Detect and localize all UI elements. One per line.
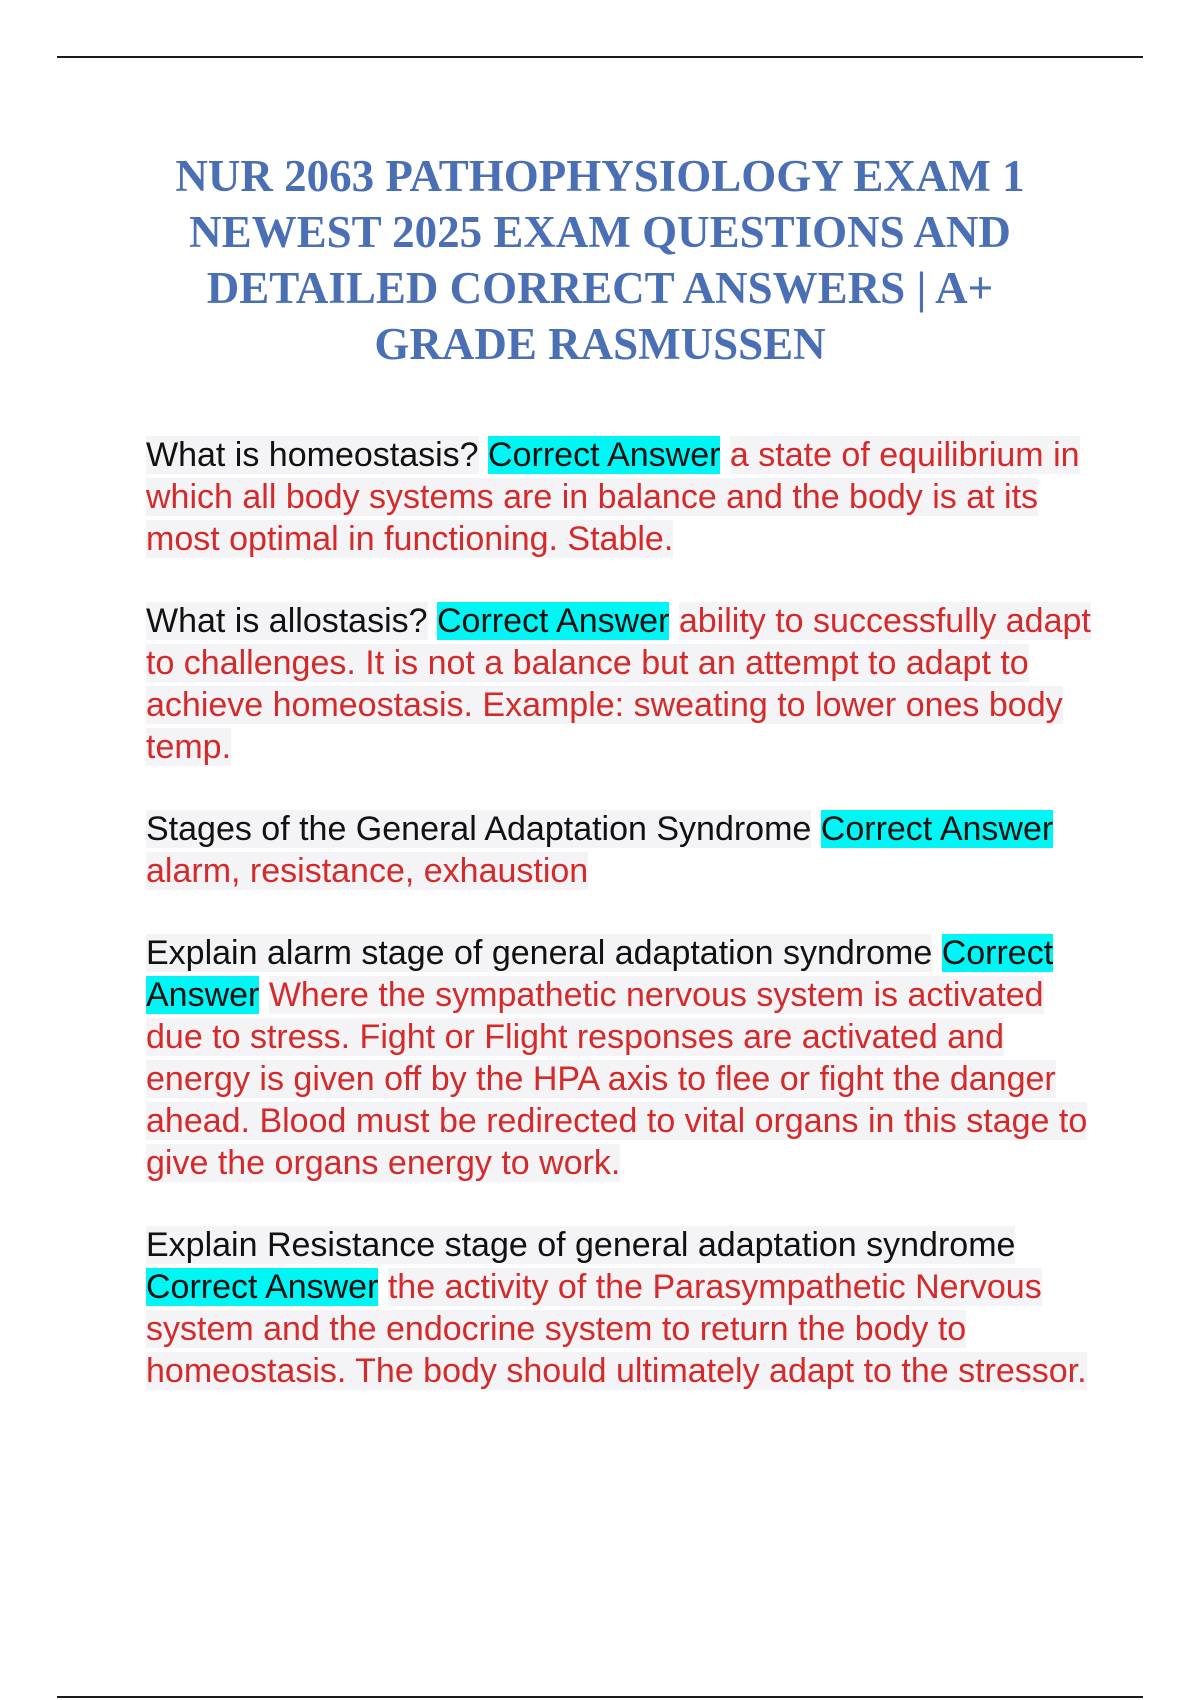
qa-item <box>146 434 1096 560</box>
answer-text: alarm, resistance, exhaustion <box>146 852 589 890</box>
question-text: Explain alarm stage of general adaptation syndrome <box>146 934 933 972</box>
question-text: What is homeostasis? <box>146 436 479 474</box>
top-rule <box>57 56 1143 58</box>
answer-text: the activity of the Parasympathetic Nervous system and the endocrine system to return the body to homeostasis. The body should ultimately adapt to the stressor. <box>146 1268 1087 1390</box>
document-title: NUR 2063 PATHOPHYSIOLOGY EXAM 1 NEWEST 2025 EXAM QUESTIONS AND DETAILED CORRECT ANSWERS | A+ GRADE RASMUSSEN <box>175 151 1025 369</box>
answer-text: a state of equilibrium in which all body systems are in balance and the body is at its most optimal in functioning. Stable. <box>146 436 1080 558</box>
qa-item <box>146 1224 1096 1392</box>
qa-item <box>146 932 1096 1184</box>
answer-text: ability to successfully adapt to challenges. It is not a balance but an attempt to adapt to achieve homeostasis. Example: sweating to lower ones body temp. <box>146 602 1091 766</box>
correct-answer-marker: Correct Answer <box>820 810 1054 848</box>
qa-list <box>146 434 1096 1432</box>
correct-answer-marker: Correct Answer <box>488 436 721 474</box>
bottom-rule <box>57 1696 1143 1698</box>
question-text: Explain Resistance stage of general adaptation syndrome <box>146 1226 1016 1264</box>
qa-item <box>146 808 1096 892</box>
correct-answer-marker: Correct Answer <box>146 934 1054 1014</box>
question-text: What is allostasis? <box>146 602 428 640</box>
question-text: Stages of the General Adaptation Syndrome <box>146 810 812 848</box>
qa-item <box>146 600 1096 768</box>
correct-answer-marker: Correct Answer <box>437 602 670 640</box>
answer-text: Where the sympathetic nervous system is activated due to stress. Fight or Flight responses are activated and energy is given off by the HPA axis to flee or fight the danger ahead. Blood must be redirected to vital organs in this stage to give the organs energy to work. <box>146 976 1088 1182</box>
correct-answer-marker: Correct Answer <box>146 1268 379 1306</box>
